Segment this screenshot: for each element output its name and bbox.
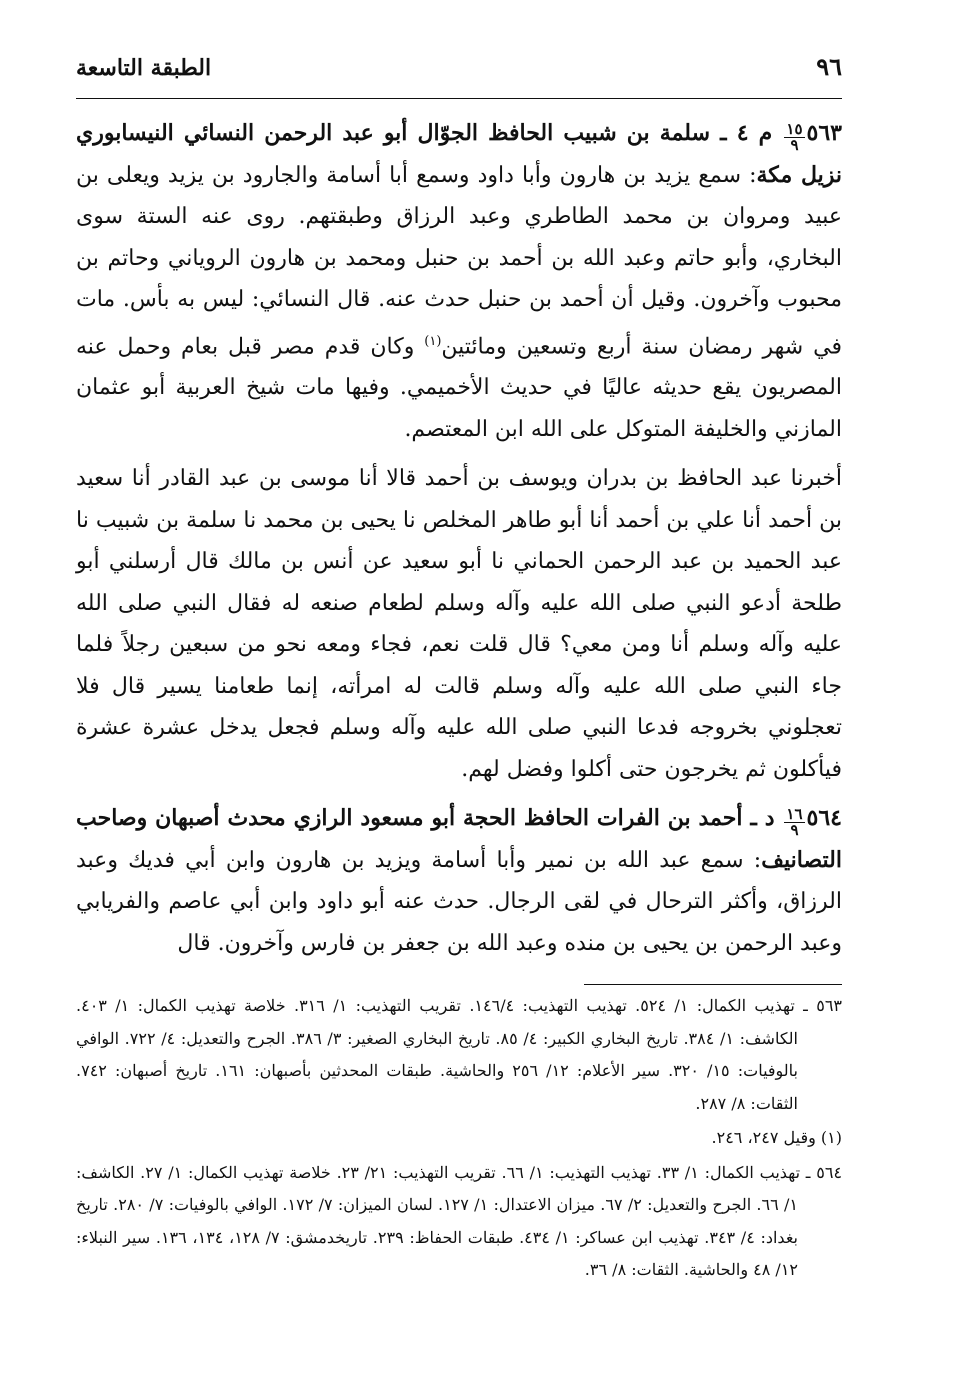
footnote-ref-1[interactable]: (١) bbox=[424, 333, 442, 349]
entry-563-hadith: أخبرنا عبد الحافظ بن بدران ويوسف بن أحمد قالا أنا موسى بن عبد القادر أنا سعيد بن أحمد أنا علي بن أحمد أنا أبو طاهر المخلص نا يحيى بن محمد نا سلمة بن شبيب نا عبد الحميد بن عبد الرحمن الحماني نا أبو سعيد عن أنس بن مالك قال أرسلني أبو طلحة أدعو النبي صلى الله عليه وآله وسلم لطعام صنعه له فقال النبي صلى الله عليه وآله وسلم أنا ومن معي؟ قال قلت نعم، فجاء ومعه نحو من سبعين رجلاً فلما جاء النبي صلى الله عليه وآله وسلم قالت له امرأته، إنما طعامنا يسير قال فلا تعجلوني بخروجه فدعا النبي صلى الله عليه وآله وسلم فجعل يدخل عشرة عشرة فيأكلون ثم يخرجون حتى أكلوا وفضل لهم. bbox=[76, 466, 842, 782]
entry-564-title: د ـ أحمد بن الفرات الحافظ الحجة أبو مسعود الرازي محدث أصبهان وصاحب التصانيف bbox=[76, 805, 842, 873]
footnote-563: ٥٦٣ ـ تهذيب الكمال: ١/ ٥٢٤. تهذيب التهذيب: ١٤٦/٤. تقريب التهذيب: ١/ ٣١٦. خلاصة تهذيب الكمال: ١/ ٤٠٣. الكاشف: ١/ ٣٨٤. تاريخ البخاري الكبير: ٤/ ٨٥. تاريخ البخاري الصغير: ٣/ ٣٨٦. الجرح والتعديل: ٤/ ٧٢٢. الوافي بالوفيات: ١٥/ ٣٢٠. سير الأعلام: ١٢/ ٢٥٦ والحاشية. طبقات المحدثين بأصبهان: ١٦١. تاريخ أصبهان: ٧٤٢. الثقات: ٨/ ٢٨٧. bbox=[76, 996, 843, 1113]
fraction-denominator: ٩ bbox=[790, 136, 799, 154]
page-number: ٩٦ bbox=[816, 52, 842, 81]
running-title: الطبقة التاسعة bbox=[76, 55, 212, 81]
entry-563-number: ٥٦٣ bbox=[806, 120, 842, 146]
entry-564-bio: : سمع عبد الله بن نمير وأبا أسامة ويزيد بن هارون وابن أبي فديك وعبد الرزاق، وأكثر الترحال في لقى الرجال. حدث عنه أبو داود وابن أبي عاصم والفريابي وعبد الرحمن بن يحيى بن منده وعبد الله بن جعفر بن فارس وآخرون. قال bbox=[76, 847, 842, 956]
entry-564-fraction bbox=[784, 807, 804, 838]
footnotes-section bbox=[76, 990, 842, 1287]
fraction-numerator: ١٥ bbox=[786, 120, 803, 138]
entry-563-fraction bbox=[784, 122, 804, 153]
footnote-564: ٥٦٤ ـ تهذيب الكمال: ١/ ٣٣. تهذيب التهذيب: ١/ ٦٦. تقريب التهذيب: ٢١/ ٢٣. خلاصة تهذيب الكمال: ١/ ٢٧. الكاشف: ١/ ٦٦. الجرح والتعديل: ٢/ ٦٧. ميزان الاعتدال: ١/ ١٢٧. لسان الميزان: ٧/ ١٧٢. الوافي بالوفيات: ٧/ ٢٨٠. تاريخ بغداد: ٤/ ٣٤٣. تهذيب ابن عساكر: ١/ ٤٣٤. طبقات الحفاظ: ٢٣٩. تاريخدمشق: ٧/ ١٢٨، ١٣٤، ١٣٦. سير النبلاء: ١٢/ ٤٨ والحاشية. الثقات: ٨/ ٣٦. bbox=[76, 1162, 843, 1279]
entry-563-title: م ٤ ـ سلمة بن شبيب الحافظ الجوّال أبو عبد الرحمن النسائي النيسابوري نزيل مكة bbox=[76, 120, 842, 188]
fraction-denominator: ٩ bbox=[790, 821, 799, 840]
fraction-numerator: ١٦ bbox=[786, 805, 803, 824]
footnote-1: (١) وقيل ٢٤٧، ٢٤٦. bbox=[711, 1128, 842, 1147]
running-header bbox=[76, 52, 842, 99]
entry-564-number: ٥٦٤ bbox=[806, 805, 842, 832]
footnote-divider bbox=[584, 984, 842, 985]
entry-564-biography bbox=[76, 798, 842, 964]
entry-563-bio-part2: وكان قدم مصر قبل بعام وحمل عنه المصريون يقع حديثه عاليًا في حديث الأخميمي. وفيها مات شيخ العربية أبو عثمان المازني والخليفة المتوكل على الله ابن المعتصم. bbox=[76, 333, 842, 442]
entry-563-bio-part1: : سمع يزيد بن هارون وأبا داود وسمع أبا أسامة والجارود بن يزيد ويعلى بن عبيد ومروان بن محمد الطاطري وعبد الرزاق وطبقتهم. روى عنه الستة سوى البخاري، وأبو حاتم وعبد الله بن أحمد بن حنبل ومحمد بن هارون الروياني وحاتم بن محبوب وآخرون. وقيل أن أحمد بن حنبل حدث عنه. قال النسائي: ليس به بأس. مات في شهر رمضان سنة أربع وتسعين ومائتين bbox=[76, 162, 842, 359]
main-text bbox=[76, 113, 842, 964]
entry-563-biography bbox=[76, 113, 842, 450]
